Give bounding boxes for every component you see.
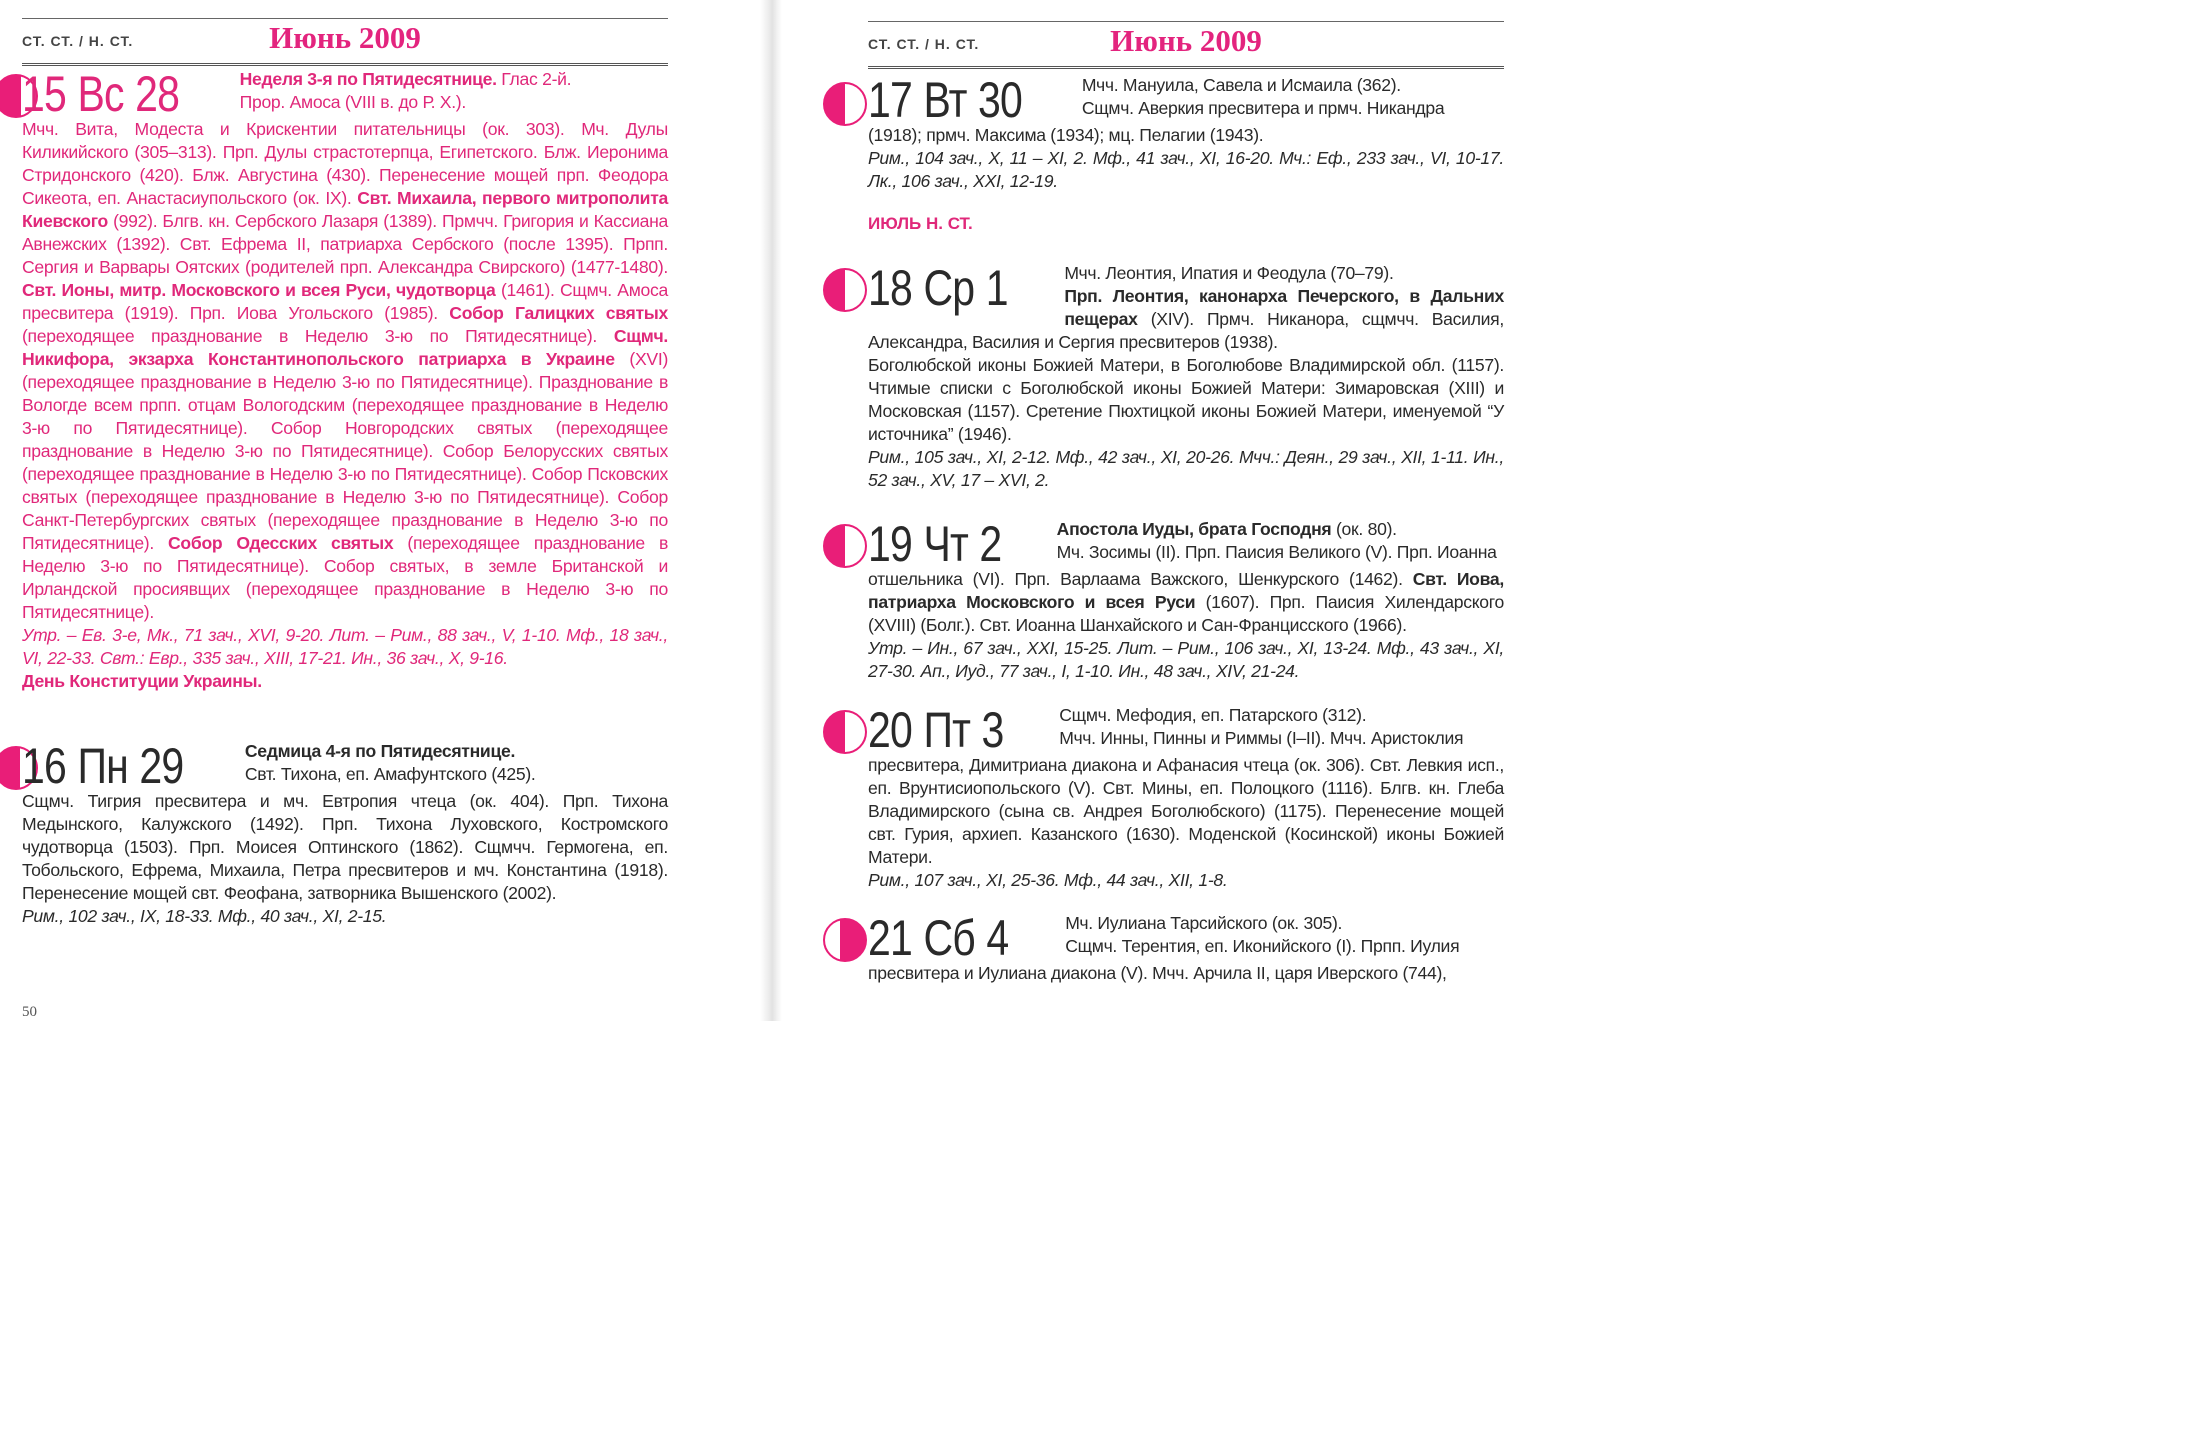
scripture-readings: Утр. – Ев. 3-е, Мк., 71 зач., XVI, 9-20. Лит. – Рим., 88 зач., V, 1-10. Мф., 18 зач., VI, 22-33. Свт.: Евр., 335 зач., XIII, 17-21. Ин., 36 зач., X, 9-16. <box>22 625 668 668</box>
saints-commemorations: Мчч. Вита, Модеста и Крискентии питательницы (ок. 303). Мч. Дулы Киликийского (305–313). Прп. Дулы страстотерпца, Египетского. Блж. Иеронима Стридонского (420). Блж. Августина (430). Перенесение мощей прп. Феодора Сикеота, еп. Анастасиупольского (ок. IX). Свт. Михаила, первого митрополита Киевского (992). Блгв. кн. Сербского Лазаря (1389). Прмчч. Григория и Кассиана Авнежских (1392). Свт. Ефрема II, патриарха Сербского (после 1395). Прпп. Сергия и Варвары Оятских (родителей прп. Александра Свирского) (1477-1480). Свт. Ионы, митр. Московского и всея Руси, чудотворца (1461). Сщмч. Амоса пресвитера (1919). Прп. Иова Угольского (1985). Собор Галицких святых (переходящее празднование в Неделю 3-ю по Пятидесятнице). Сщмч. Никифора, экзарха Константинопольского патриарха в Украине (XVI) (переходящее празднование в Неделю 3-ю по Пятидесятнице). Празднование в Вологде всем прпп. отцам Вологодским (переходящее празднование в Неделю 3-ю по Пятидесятнице). Собор Новгородских святых (переходящее празднование в Неделю 3-ю по Пятидесятнице). Собор Белорусских святых (переходящее празднование в Неделю 3-ю по Пятидесятнице). Собор Псковских святых (переходящее празднование в Неделю 3-ю по Пятидесятнице). Собор Санкт-Петербургских святых (переходящее празднование в Неделю 3-ю по Пятидесятнице). Собор Одесских святых (переходящее празднование в Неделю 3-ю по Пятидесятнице). Собор святых, в земле Британской и Ирландской просиявщих (переходящее празднование в Неделю 3-ю по Пятидесятнице). <box>22 119 669 622</box>
day-heading: Мч. Иулиана Тарсийского (ок. 305). Сщмч. Терентия, еп. Иконийского (I). Прпп. Иулия <box>1065 913 1460 956</box>
scripture-readings: Рим., 102 зач., IX, 18-33. Мф., 40 зач., XI, 2-15. <box>22 906 387 926</box>
saints-commemorations: пресвитера и Иулиана диакона (V). Мчч. Арчила II, царя Иверского (744), <box>868 963 1447 983</box>
book-gutter <box>760 0 782 1021</box>
day-heading: Апостола Иуды, брата Господня (ок. 80). Мч. Зосимы (II). Прп. Паисия Великого (V). Прп. Иоанна <box>1056 519 1497 562</box>
day-entry-17 <box>868 74 1504 193</box>
moon-phase-icon <box>823 268 867 312</box>
date-header: 15 Вс 28 <box>22 66 180 122</box>
left-page-header <box>22 18 668 66</box>
date-header: 18 Ср 1 <box>868 260 1008 316</box>
day-heading: Мчч. Мануила, Савела и Исмаила (362). Сщмч. Аверкия пресвитера и прмч. Никандра <box>1081 75 1445 118</box>
saints-commemorations: Прп. Леонтия, канонарха Печерского, в Дальних пещерах (XIV). Прмч. Никанора, сщмчч. Василия, Александра, Василия и Сергия пресвитеров (1938). <box>868 286 1504 352</box>
month-title: Июнь 2009 <box>1110 23 1262 58</box>
left-page <box>0 0 760 1021</box>
right-page-header <box>868 21 1504 69</box>
scripture-readings: Рим., 104 зач., X, 11 – XI, 2. Мф., 41 зач., XI, 16-20. Мч.: Еф., 233 зач., VI, 10-17. Лк., 106 зач., XXI, 12-19. <box>868 148 1504 191</box>
day-heading: Седмица 4-я по Пятидесятнице. Свт. Тихона, еп. Амафунтского (425). <box>244 741 536 784</box>
day-entry-15 <box>22 68 668 693</box>
date-header: 21 Сб 4 <box>868 910 1009 966</box>
saints-commemorations: Сщмч. Тигрия пресвитера и мч. Евтропия чтеца (ок. 404). Прп. Тихона Медынского, Калужского (1492). Прп. Тихона Луховского, Костромского чудотворца (1503). Прп. Моисея Оптинского (1862). Сщмчч. Гермогена, еп. Тобольского, Ефрема, Михаила, Петра пресвитеров и мч. Константина (1918). Перенесение мощей свт. Феофана, затворника Вышенского (2002). <box>22 791 668 903</box>
saints-commemorations: (1918); прмч. Максима (1934); мц. Пелагии (1943). <box>868 125 1264 145</box>
day-heading: Мчч. Леонтия, Ипатия и Феодула (70–79). <box>1064 263 1394 283</box>
moon-phase-icon <box>823 82 867 126</box>
icon-commemorations: Боголюбской иконы Божией Матери, в Боголюбове Владимирской обл. (1157). Чтимые списки с Боголюбской иконы Божией Матери: Зимаровская (XIII) и Московская (1157). Сретение Пюхтицкой иконы Божией Матери, именуемой “У источника” (1946). <box>868 355 1504 444</box>
day-entry-16 <box>22 740 668 928</box>
day-entry-20 <box>868 704 1504 892</box>
date-header: 16 Пн 29 <box>22 738 184 794</box>
page-number: 50 <box>22 1004 37 1020</box>
date-header: 19 Чт 2 <box>868 516 1002 572</box>
moon-phase-icon <box>823 918 867 962</box>
scripture-readings: Рим., 107 зач., XI, 25-36. Мф., 44 зач., XII, 1-8. <box>868 870 1228 890</box>
calendar-style-label: СТ. СТ. / Н. СТ. <box>868 36 980 52</box>
scripture-readings: Рим., 105 зач., XI, 2-12. Мф., 42 зач., XI, 20-26. Мчч.: Деян., 29 зач., XII, 1-11. Ин., 52 зач., XV, 17 – XVI, 2. <box>868 447 1504 490</box>
date-header: 17 Вт 30 <box>868 72 1023 128</box>
right-page <box>782 0 1545 1021</box>
moon-phase-icon <box>823 524 867 568</box>
day-entry-21 <box>868 912 1504 985</box>
day-heading: Неделя 3-я по Пятидесятнице. Глас 2-й. Прор. Амоса (VIII в. до Р. Х.). <box>239 69 572 112</box>
saints-commemorations: пресвитера, Димитриана диакона и Афанасия чтеца (ок. 306). Свт. Левкия исп., еп. Врунтисиопольского (V). Свт. Мины, еп. Полоцкого (1116). Блгв. кн. Глеба Владимирского (сына св. Андрея Боголюбского) (1175). Перенесение мощей свт. Гурия, архиеп. Казанского (1630). Моденской (Косинской) иконы Божией Матери. <box>868 755 1504 867</box>
day-entry-19 <box>868 518 1504 683</box>
moon-phase-icon <box>823 710 867 754</box>
day-heading: Сщмч. Мефодия, еп. Патарского (312). Мчч. Инны, Пинны и Риммы (I–II). Мчч. Аристоклия <box>1059 705 1464 748</box>
scripture-readings: Утр. – Ин., 67 зач., XXI, 15-25. Лит. – Рим., 106 зач., XI, 13-24. Мф., 43 зач., XI, 27-30. Ап., Иуд., 77 зач., I, 1-10. Ин., 48 зач., XIV, 21-24. <box>868 638 1504 681</box>
month-title: Июнь 2009 <box>269 20 421 55</box>
month-section-title: ИЮЛЬ Н. СТ. <box>868 214 973 233</box>
day-entry-18 <box>868 262 1504 492</box>
date-header: 20 Пт 3 <box>868 702 1004 758</box>
calendar-style-label: СТ. СТ. / Н. СТ. <box>22 33 134 49</box>
civil-holiday: День Конституции Украины. <box>22 671 262 691</box>
saints-commemorations: отшельника (VI). Прп. Варлаама Важского, Шенкурского (1462). Свт. Иова, патриарха Московского и всея Руси (1607). Прп. Паисия Хилендарского (XVIII) (Болг.). Свт. Иоанна Шанхайского и Сан-Францисского (1966). <box>868 569 1504 635</box>
